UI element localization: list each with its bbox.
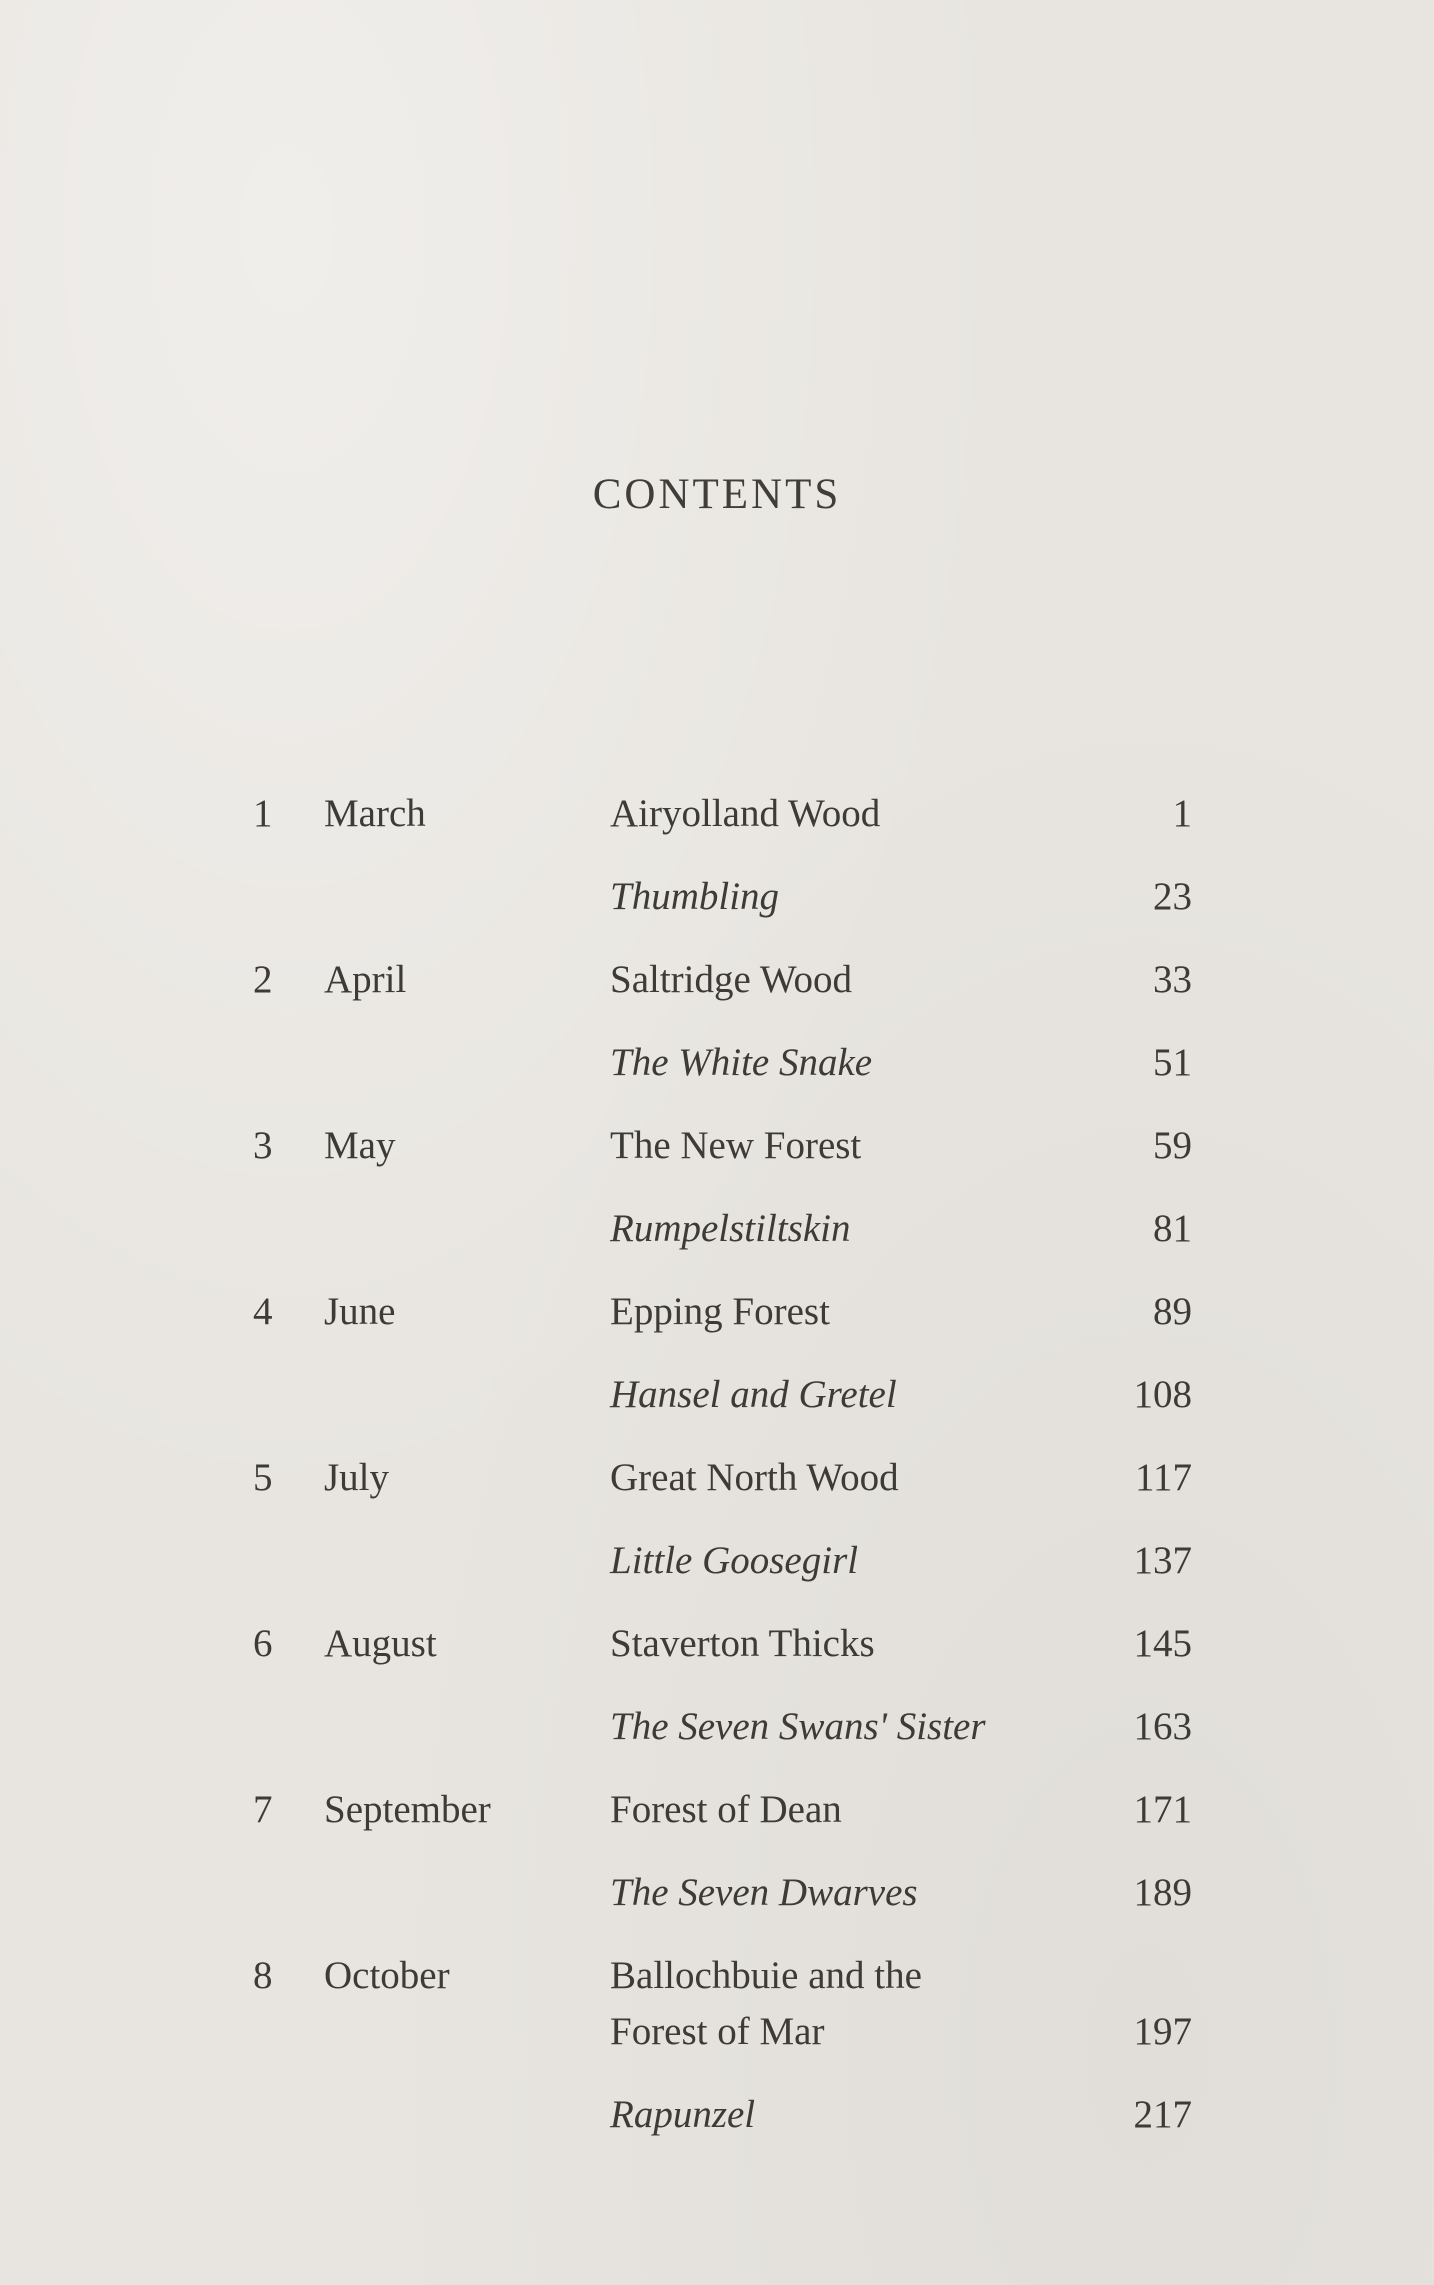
chapter-number: 6 xyxy=(253,1622,273,1665)
page-number: 1 xyxy=(1172,792,1192,835)
tale-title: The Seven Dwarves xyxy=(610,1871,918,1914)
toc-row xyxy=(0,952,1434,1022)
page-number: 217 xyxy=(1133,2093,1192,2136)
chapter-title: Staverton Thicks xyxy=(610,1622,875,1665)
toc-row xyxy=(0,1450,1434,1520)
chapter-title: Great North Wood xyxy=(610,1456,899,1499)
toc-row xyxy=(0,1284,1434,1354)
page-number: 89 xyxy=(1153,1290,1192,1333)
chapter-number: 8 xyxy=(253,1954,273,1997)
chapter-title: Forest of Dean xyxy=(610,1788,842,1831)
toc-row xyxy=(0,1782,1434,1852)
toc-row xyxy=(0,869,1434,939)
page-number: 171 xyxy=(1133,1788,1192,1831)
toc-row xyxy=(0,1367,1434,1437)
chapter-month: July xyxy=(324,1456,390,1499)
toc-row xyxy=(0,786,1434,856)
chapter-number: 3 xyxy=(253,1124,273,1167)
chapter-title-line-2: Forest of Mar xyxy=(610,2010,825,2053)
chapter-month: August xyxy=(324,1622,437,1665)
tale-title: Rapunzel xyxy=(610,2093,756,2136)
toc-row xyxy=(0,1616,1434,1686)
page-number: 33 xyxy=(1153,958,1192,1001)
chapter-month: March xyxy=(324,792,426,835)
tale-title: Little Goosegirl xyxy=(610,1539,859,1582)
toc-row xyxy=(0,1699,1434,1769)
chapter-month: June xyxy=(324,1290,396,1333)
chapter-title: Airyolland Wood xyxy=(610,792,881,835)
chapter-month: October xyxy=(324,1954,450,1997)
toc-row xyxy=(0,1201,1434,1271)
chapter-number: 4 xyxy=(253,1290,273,1333)
tale-title: The Seven Swans' Sister xyxy=(610,1705,986,1748)
toc-row xyxy=(0,1948,1434,2068)
page-title: CONTENTS xyxy=(592,471,842,518)
toc-row xyxy=(0,1118,1434,1188)
chapter-title: The New Forest xyxy=(610,1124,862,1167)
chapter-title: Epping Forest xyxy=(610,1290,830,1333)
chapter-month: April xyxy=(324,958,407,1001)
page-number: 81 xyxy=(1153,1207,1192,1250)
chapter-number: 7 xyxy=(253,1788,273,1831)
toc-row xyxy=(0,2087,1434,2157)
tale-title: Rumpelstiltskin xyxy=(610,1207,851,1250)
toc-row xyxy=(0,1035,1434,1105)
chapter-title xyxy=(610,1948,1090,2060)
chapter-title: Saltridge Wood xyxy=(610,958,853,1001)
page-number: 51 xyxy=(1153,1041,1192,1084)
page-number: 117 xyxy=(1134,1456,1192,1499)
page-number: 137 xyxy=(1133,1539,1192,1582)
page-number: 197 xyxy=(1133,2010,1192,2053)
chapter-month: September xyxy=(324,1788,491,1831)
page-number: 145 xyxy=(1133,1622,1192,1665)
toc-row xyxy=(0,1533,1434,1603)
chapter-number: 2 xyxy=(253,958,273,1001)
tale-title: Thumbling xyxy=(610,875,780,918)
page-number: 163 xyxy=(1133,1705,1192,1748)
page-number: 189 xyxy=(1133,1871,1192,1914)
chapter-number: 5 xyxy=(253,1456,273,1499)
page-number: 108 xyxy=(1133,1373,1192,1416)
chapter-month: May xyxy=(324,1124,396,1167)
chapter-number: 1 xyxy=(253,792,273,835)
page-number: 23 xyxy=(1153,875,1192,918)
chapter-title-line-1: Ballochbuie and the xyxy=(610,1954,922,1997)
toc-row xyxy=(0,1865,1434,1935)
tale-title: The White Snake xyxy=(610,1041,873,1084)
page-number: 59 xyxy=(1153,1124,1192,1167)
tale-title: Hansel and Gretel xyxy=(610,1373,897,1416)
